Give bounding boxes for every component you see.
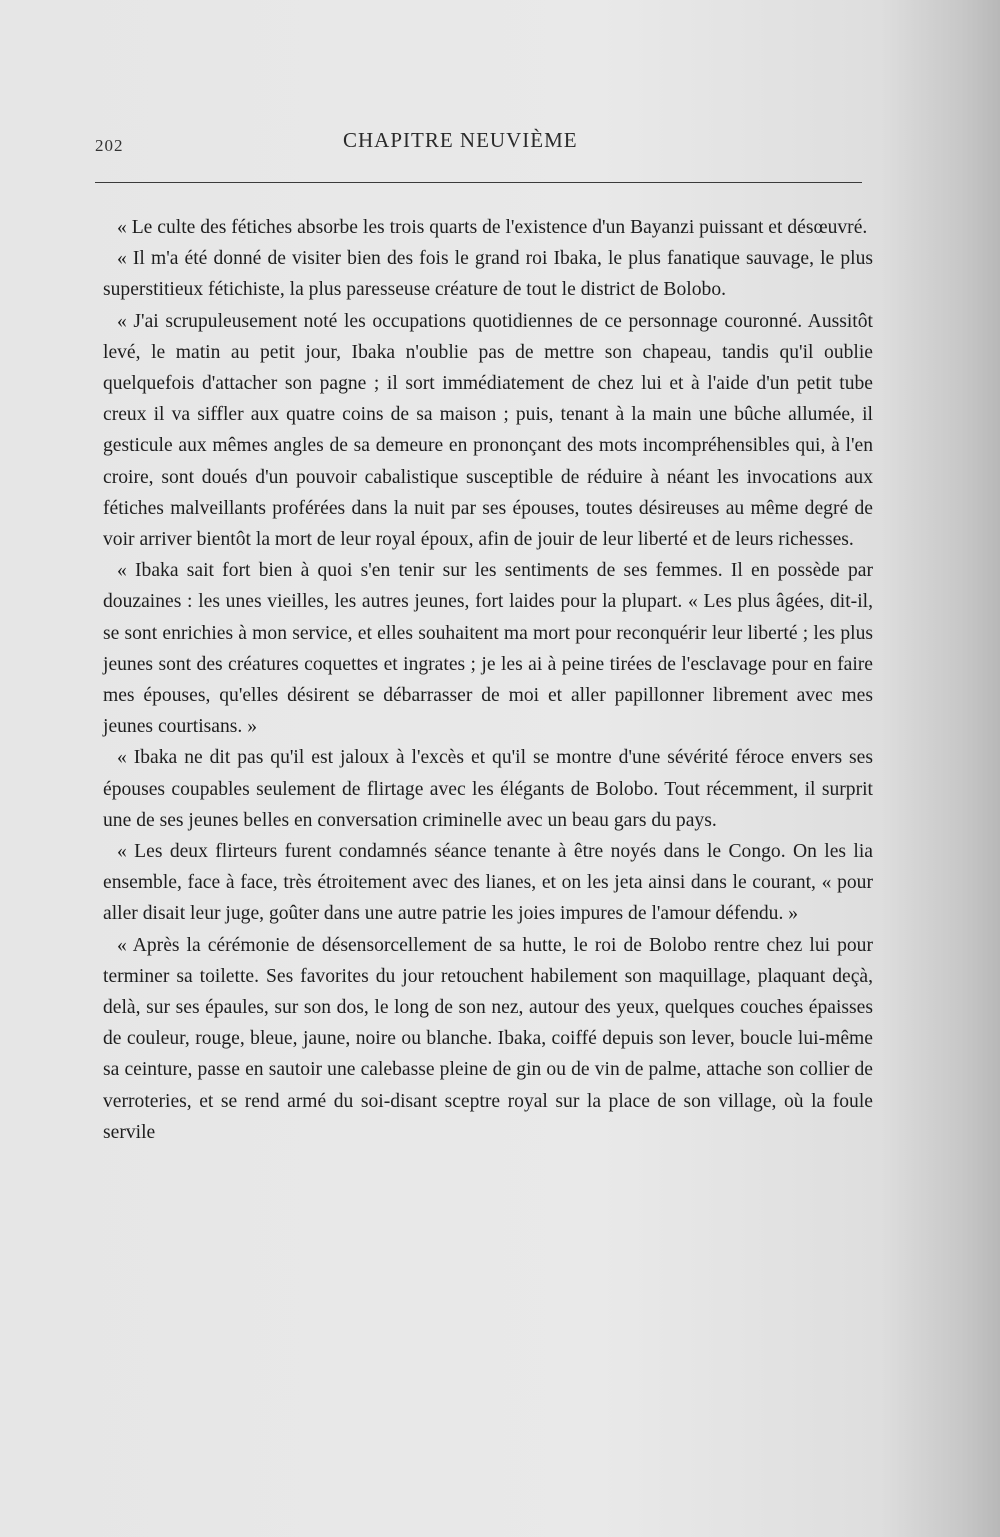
- running-head: CHAPITRE NEUVIÈME: [343, 128, 578, 152]
- paragraph-4: « Ibaka sait fort bien à quoi s'en tenir sur les sentiments de ses femmes. Il en possède par douzaines : les unes vieilles, les autres jeunes, fort laides pour la plupart. « Les plus âgées, dit-il, se sont enrichies à mon service, et elles souhaitent ma mort pour reconquérir leur liberté ; les plus jeunes sont des créatures coquettes et ingrates ; je les ai à peine tirées de l'esclavage pour en faire mes épouses, qu'elles désirent se débarrasser de moi et aller papillonner librement avec mes jeunes courtisans. »: [103, 560, 873, 738]
- header-rule: [95, 182, 862, 183]
- paragraph-1: « Le culte des fétiches absorbe les trois quarts de l'existence d'un Bayanzi puissant et désœuvré.: [117, 217, 868, 238]
- paragraph-5: « Ibaka ne dit pas qu'il est jaloux à l'excès et qu'il se montre d'une sévérité féroce envers ses épouses coupables seulement de flirtage avec les élégants de Bolobo. Tout récemment, il surprit une de ses jeunes belles en conversation criminelle avec un beau gars du pays.: [103, 747, 873, 831]
- paragraph-2: « Il m'a été donné de visiter bien des fois le grand roi Ibaka, le plus fanatique sauvage, le plus superstitieux fétichiste, la plus paresseuse créature de tout le district de Bolobo.: [103, 248, 873, 301]
- paragraph-6: « Les deux flirteurs furent condamnés séance tenante à être noyés dans le Congo. On les lia ensemble, face à face, très étroitement avec des lianes, et on les jeta ainsi dans le courant, « pour aller disait leur juge, goûter dans une autre patrie les joies impures de l'amour défendu. »: [103, 841, 873, 925]
- page-number: 202: [95, 136, 124, 155]
- paragraph-7: « Après la cérémonie de désensorcellement de sa hutte, le roi de Bolobo rentre chez lui pour terminer sa toilette. Ses favorites du jour retouchent habilement son maquillage, plaquant deçà, delà, sur ses épaules, sur son dos, le long de son nez, autour des yeux, quelques couches épaisses de couleur, rouge, bleue, jaune, noire ou blanche. Ibaka, coiffé depuis son lever, boucle lui-même sa ceinture, passe en sautoir une calebasse pleine de gin ou de vin de palme, attache son collier de verroteries, et se rend armé du soi-disant sceptre royal sur la place de son village, où la foule servile: [103, 934, 873, 1143]
- body-text: [103, 212, 873, 1148]
- paragraph-3: « J'ai scrupuleusement noté les occupations quotidiennes de ce personnage couronné. Aussitôt levé, le matin au petit jour, Ibaka n'oublie pas de mettre son chapeau, tandis qu'il oublie quelquefois d'attacher son pagne ; il sort immédiatement de chez lui et à l'aide d'un petit tube creux il va siffler aux quatre coins de sa maison ; puis, tenant à la main une bûche allumée, il gesticule aux mêmes angles de sa demeure en prononçant des mots incompréhensibles qui, à l'en croire, sont doués d'un pouvoir cabalistique susceptible de réduire à néant les invocations aux fétiches malveillants proférées dans la nuit par ses épouses, toutes désireuses au même degré de voir arriver bientôt la mort de leur royal époux, afin de jouir de leur liberté et de leurs richesses.: [103, 310, 873, 551]
